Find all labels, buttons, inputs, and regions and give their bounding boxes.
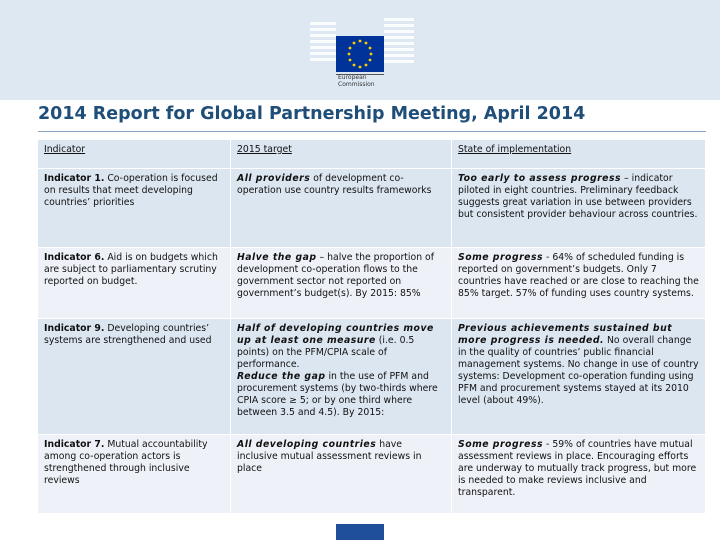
table-header-row [38,140,706,169]
footer-pill [336,524,384,540]
state-cell: Some progress - 64% of scheduled funding is reported on government’s budgets. Only 7 countries have reached or are close to reaching the 85% target. 57% of funding uses country systems. [452,248,706,319]
indicator-cell: Indicator 9. Developing countries’ systems are strengthened and used [38,319,231,435]
indicator-cell: Indicator 6. Aid is on budgets which are subject to parliamentary scrutiny reported on budget. [38,248,231,319]
target-cell: Half of developing countries move up at least one measure (i.e. 0.5 points) on the PFM/CPIA scale of performance. Reduce the gap in the use of PFM and procurement systems (by two-thirds where CPIA score ≥ 5; or by one third where between 3.5 and 4.5). By 2015: [231,319,452,435]
header-state-of-implementation: State of implementation [452,140,706,169]
title-divider [38,131,706,132]
state-cell: Some progress - 59% of countries have mutual assessment reviews in place. Encouraging efforts are underway to mutually track progress, but more is needed to make reviews inclusive and transparent. [452,435,706,514]
table-row [38,169,706,248]
state-cell: Previous achievements sustained but more progress is needed. No overall change in the quality of countries’ public financial management systems. No change in use of country systems: Development co-operation funding using PFM and procurement systems stayed at its 2010 level (about 49%). [452,319,706,435]
table-row [38,319,706,435]
state-cell: Too early to assess progress – indicator piloted in eight countries. Preliminary feedback suggests great variation in use between providers but consistent provider behaviour across countries. [452,169,706,248]
logo-caption: European Commission [338,74,375,88]
page-title: 2014 Report for Global Partnership Meeting, April 2014 [38,104,586,124]
table-row [38,248,706,319]
target-cell: Halve the gap – halve the proportion of development co-operation flows to the government sector not reported on government’s budget(s). By 2015: 85% [231,248,452,319]
header-indicator: Indicator [38,140,231,169]
header-2015-target: 2015 target [231,140,452,169]
indicator-cell: Indicator 1. Co-operation is focused on results that meet developing countries’ priorities [38,169,231,248]
table-row [38,435,706,514]
target-cell: All developing countries have inclusive mutual assessment reviews in place [231,435,452,514]
indicator-cell: Indicator 7. Mutual accountability among co-operation actors is strengthened through inclusive reviews [38,435,231,514]
target-cell: All providers of development co-operation use country results frameworks [231,169,452,248]
report-table [38,140,706,514]
